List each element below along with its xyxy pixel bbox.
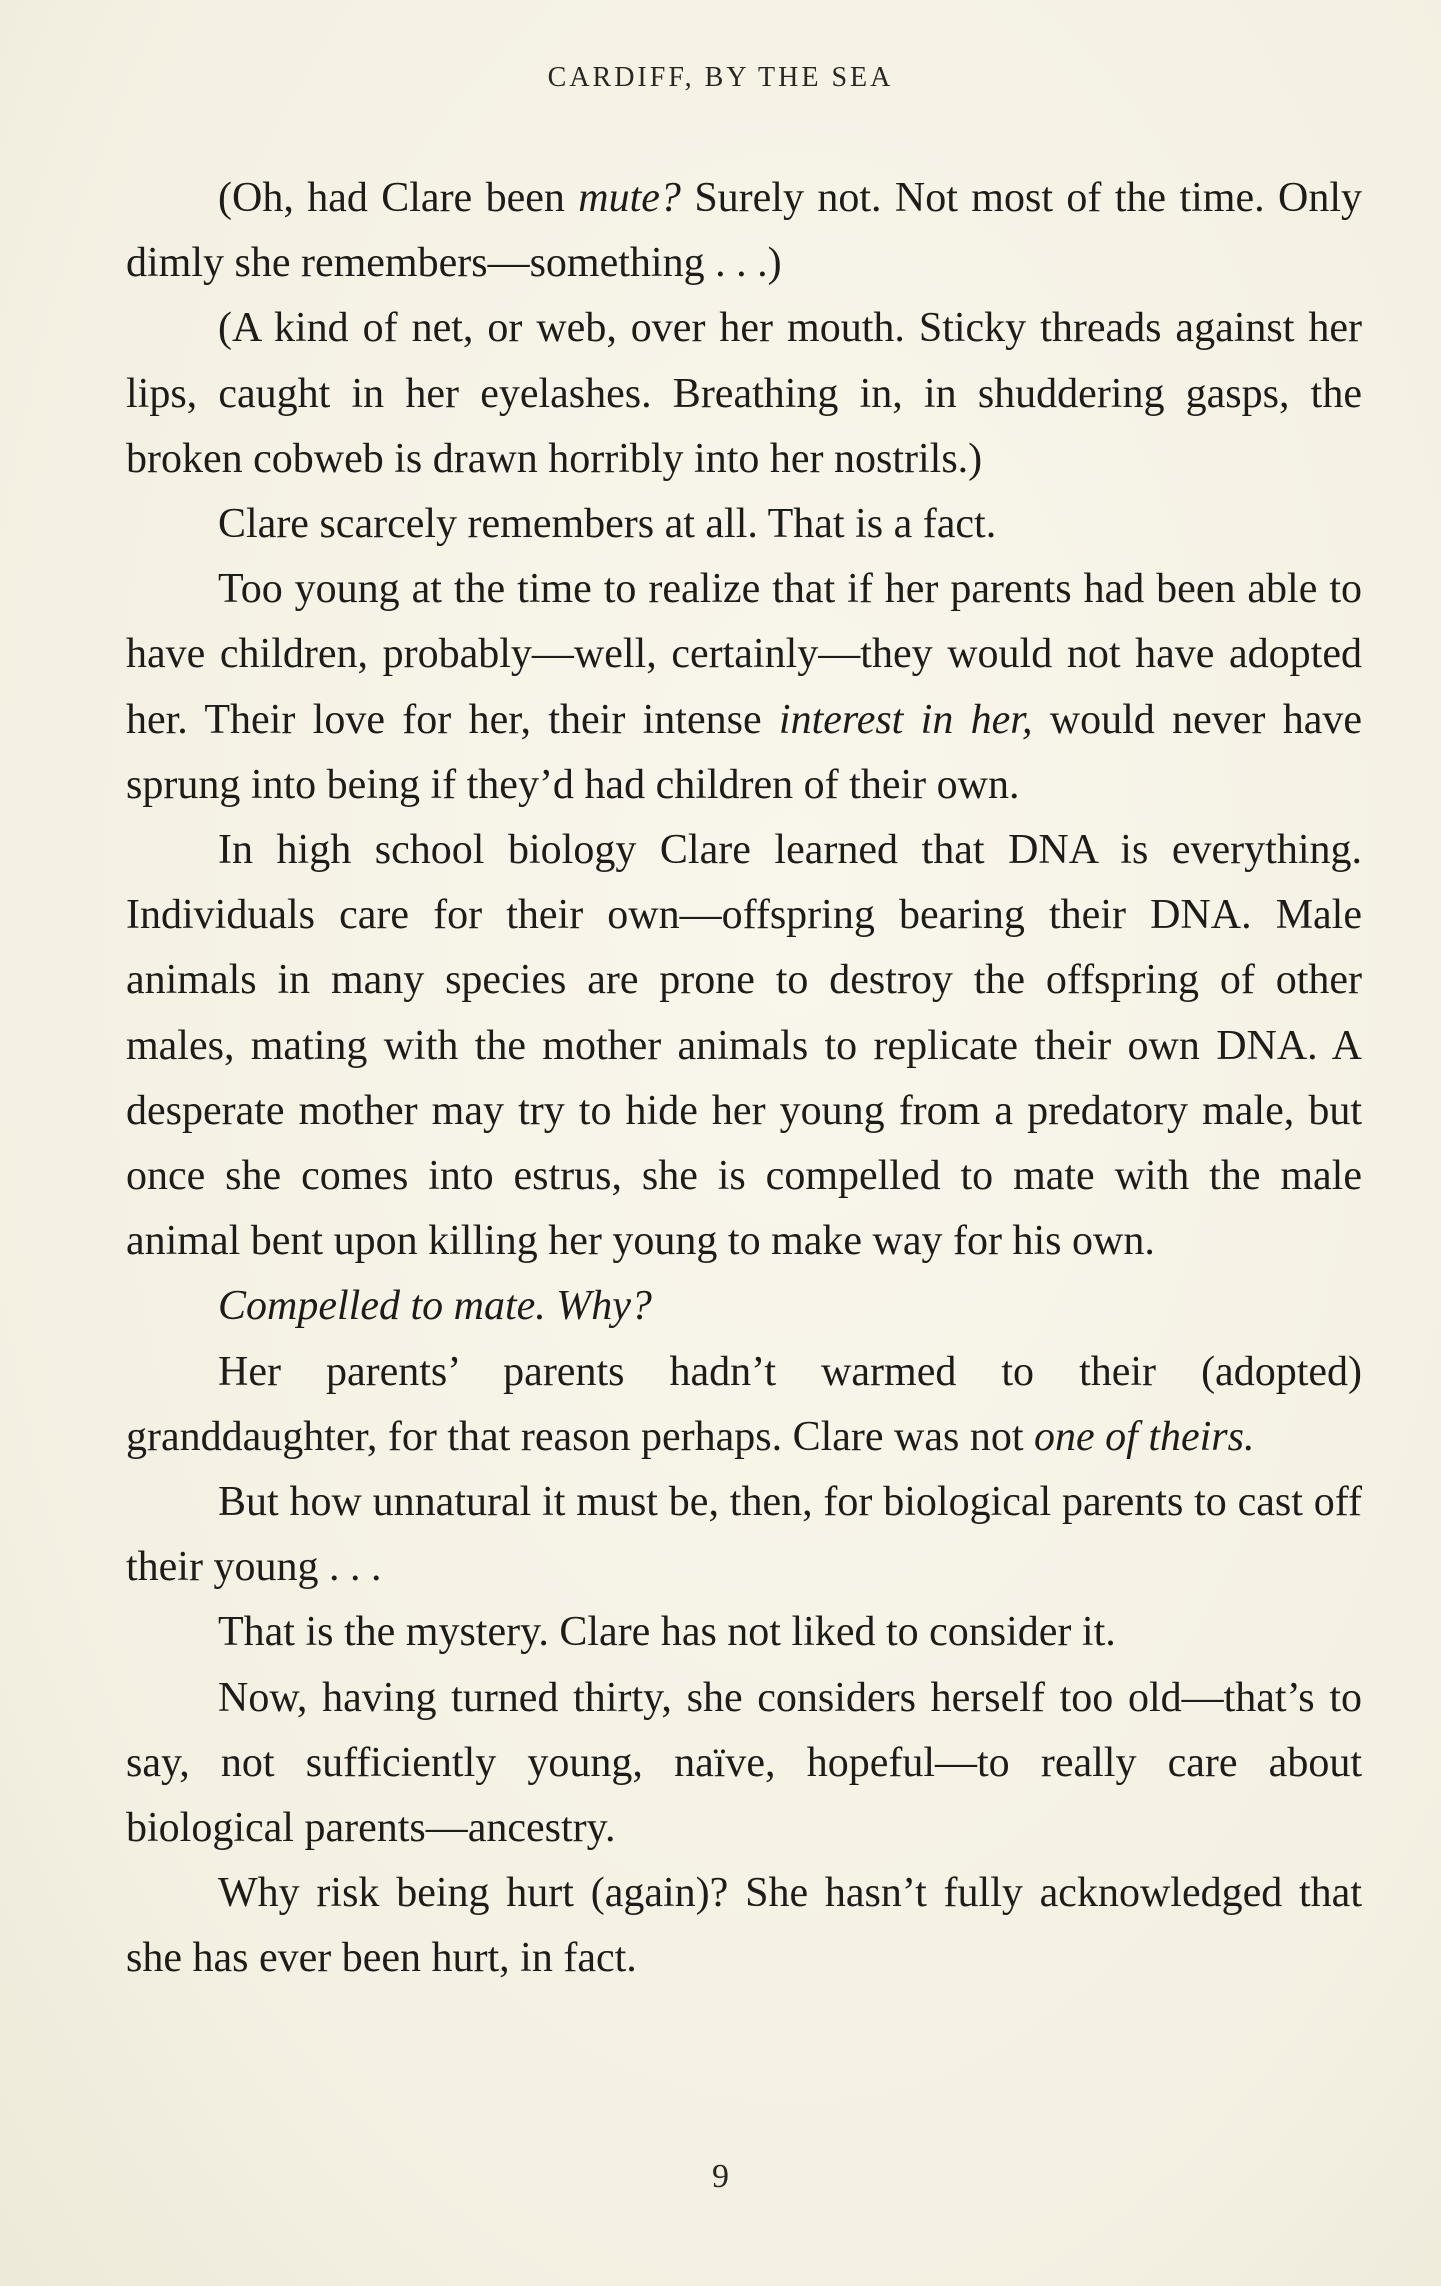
paragraph bbox=[126, 1340, 1362, 1470]
paragraph bbox=[126, 557, 1362, 818]
body-text bbox=[126, 166, 1362, 1992]
paragraph bbox=[126, 296, 1362, 492]
paragraph bbox=[126, 492, 1362, 557]
italic-run: interest in her, bbox=[778, 696, 1033, 743]
text-run: That is the mystery. Clare has not liked to consider it. bbox=[218, 1609, 1116, 1656]
paragraph bbox=[126, 1600, 1362, 1665]
text-run: (A kind of net, or web, over her mouth. Sticky threads against her lips, caught in her eyelashes. Breathing in, in shuddering gasps, the broken cobweb is drawn horribly into her nostrils.) bbox=[126, 305, 1362, 482]
paragraph bbox=[126, 818, 1362, 1274]
text-run: Her parents’ parents hadn’t warmed to their (adopted) granddaughter, for that reason perhaps. Clare was not bbox=[126, 1348, 1362, 1460]
italic-run: one of theirs. bbox=[1034, 1413, 1255, 1460]
paragraph bbox=[126, 1861, 1362, 1991]
text-run: But how unnatural it must be, then, for biological parents to cast off their young . . . bbox=[126, 1479, 1362, 1591]
text-run: Surely not. Not most of the time. Only dimly she remembers—something . . .) bbox=[126, 175, 1362, 287]
text-run: Why risk being hurt (again)? She hasn’t fully acknowledged that she has ever been hurt, in fact. bbox=[126, 1870, 1362, 1982]
text-run: Now, having turned thirty, she considers herself too old—that’s to say, not sufficiently young, naïve, hopeful—to really care about biological parents—ancestry. bbox=[126, 1674, 1362, 1852]
text-run: Clare scarcely remembers at all. That is a fact. bbox=[218, 501, 997, 548]
running-head: CARDIFF, BY THE SEA bbox=[547, 62, 894, 93]
paragraph bbox=[126, 1470, 1362, 1600]
text-run: would never have sprung into being if they’d had children of their own. bbox=[126, 696, 1362, 808]
paragraph bbox=[126, 1666, 1362, 1862]
italic-run: Compelled to mate. Why? bbox=[218, 1283, 652, 1330]
paragraph bbox=[126, 1274, 1362, 1339]
text-run: In high school biology Clare learned that DNA is everything. Individuals care for their own—offspring bearing their DNA. Male animals in many species are prone to destroy the offspring of other males, mating with the mother animals to replicate their own DNA. A desperate mother may try to hide her young from a predatory male, but once she comes into estrus, she is compelled to mate with the male animal bent upon killing her young to make way for his own. bbox=[126, 827, 1362, 1265]
page-number: 9 bbox=[712, 2158, 729, 2195]
italic-run: mute? bbox=[578, 175, 681, 221]
paragraph bbox=[126, 166, 1362, 296]
text-run: (Oh, had Clare been bbox=[218, 175, 579, 221]
text-run: Too young at the time to realize that if her parents had been able to have children, probably—well, certainly—they would not have adopted her. Their love for her, their intense bbox=[126, 566, 1362, 743]
